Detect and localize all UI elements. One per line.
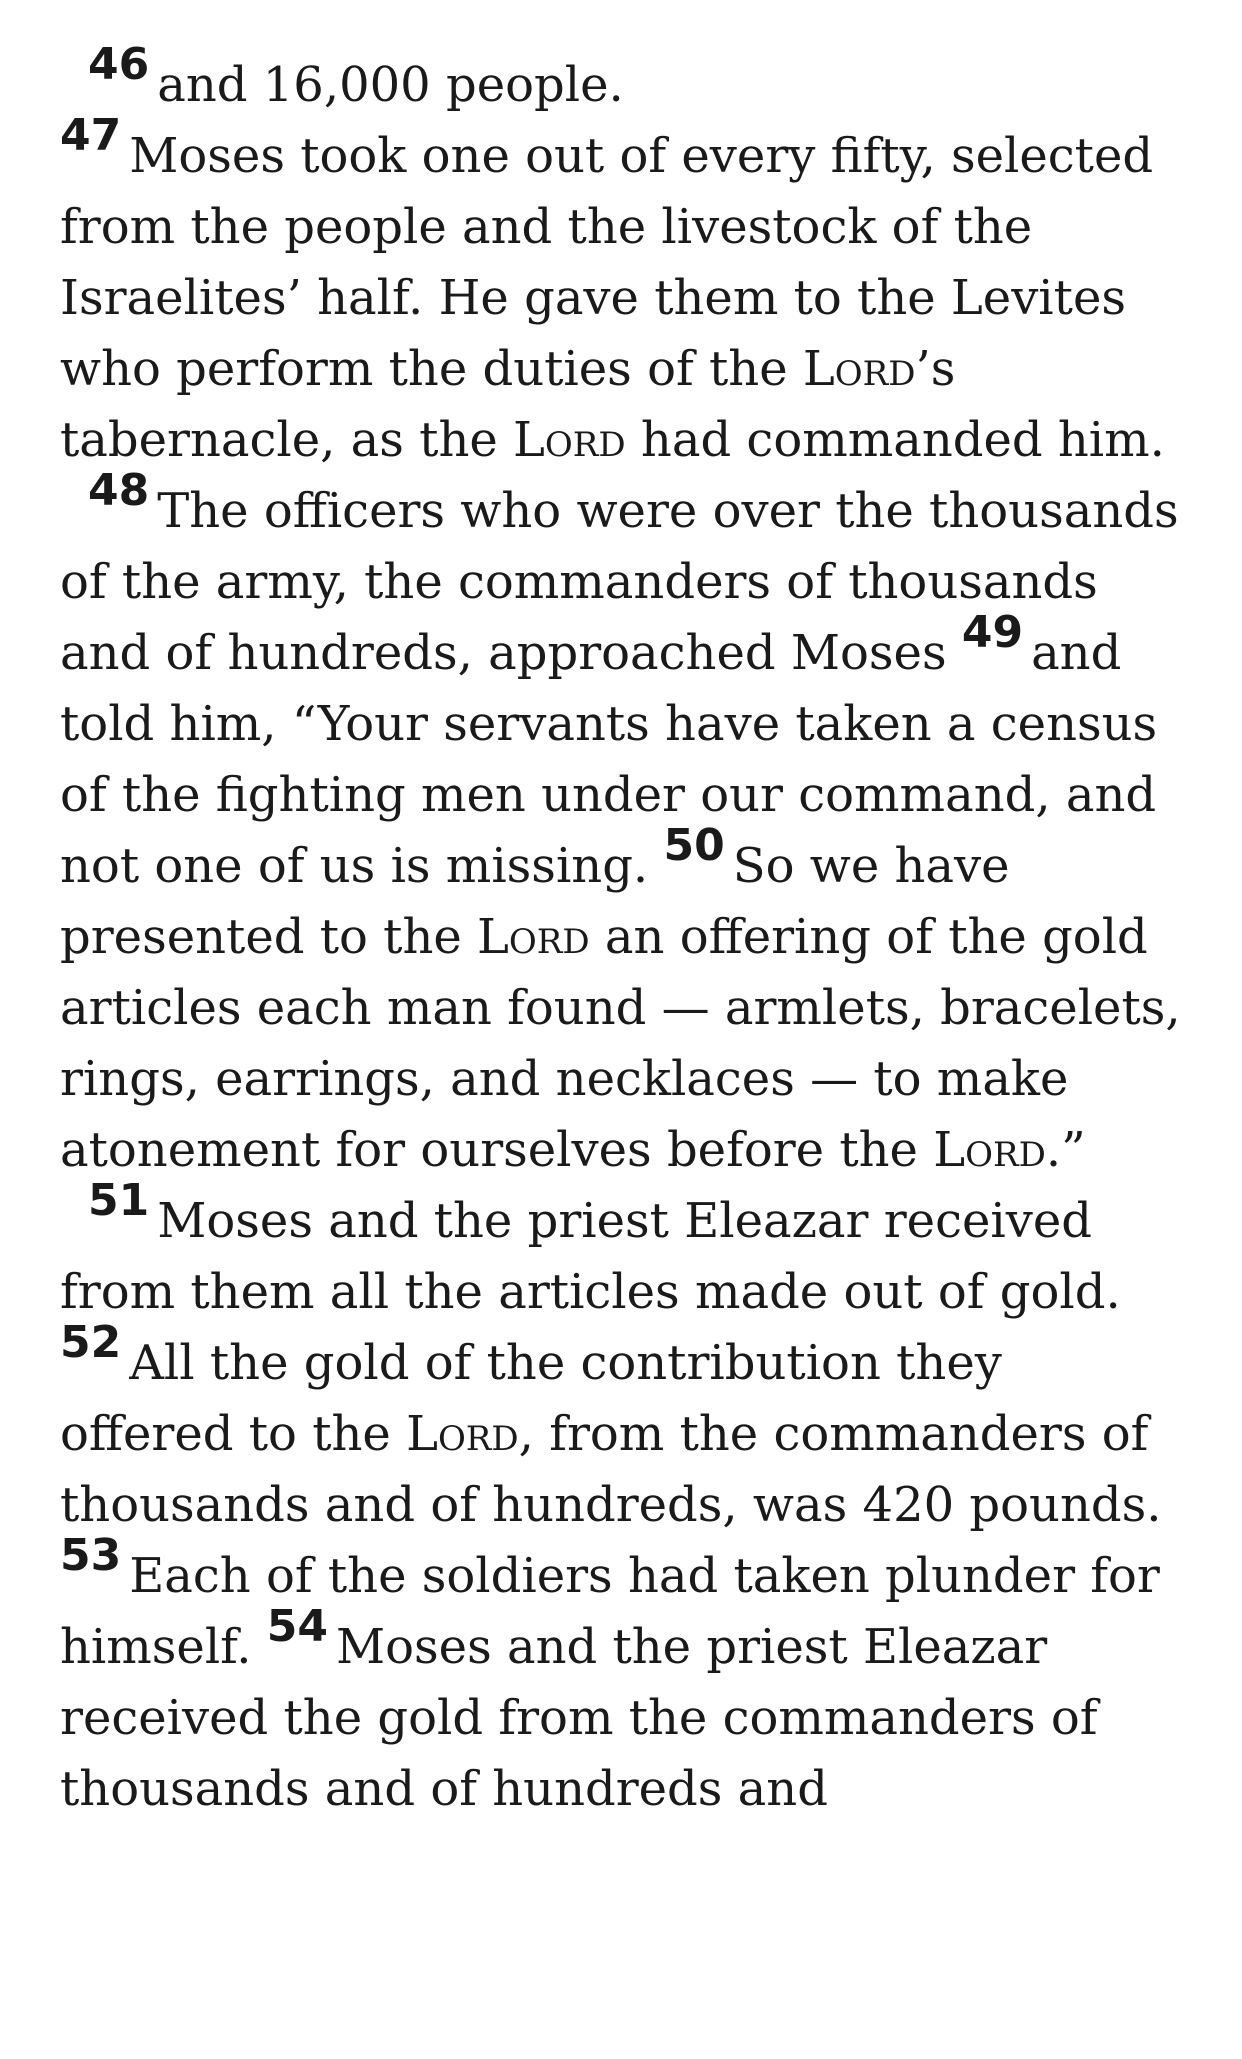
verse-text: had commanded him. — [625, 412, 1165, 468]
divine-name: Lord — [802, 341, 916, 397]
divine-name: Lord — [513, 412, 626, 468]
paragraph — [60, 1175, 1190, 1825]
verse-text: Moses took one out of every fifty, selected from the people and the livestock of the Israelites’ half. He gave them to the Levites who perform the duties of the — [60, 128, 1154, 397]
verse-text: Each of the soldiers had taken plunder for himself. — [60, 1548, 1160, 1675]
divine-name: Lord — [406, 1406, 519, 1462]
verse-text: Moses and the priest Eleazar received the gold from the commanders of thousands and of hundreds and — [60, 1619, 1098, 1817]
verse-number: 53 — [60, 1530, 122, 1581]
verse-text: ’s tabernacle, as the — [60, 341, 956, 468]
paragraph — [60, 39, 1190, 121]
paragraph — [60, 110, 1190, 476]
verse-number: 48 — [88, 465, 150, 516]
verse-text: The officers who were over the thousands of the army, the commanders of thousands and of hundreds, approached Moses — [60, 483, 1179, 681]
verse-number: 46 — [88, 39, 150, 90]
divine-name: Lord — [933, 1122, 1046, 1178]
verse-number: 52 — [60, 1317, 122, 1368]
verse-text: .” — [1045, 1122, 1086, 1178]
verse-number: 54 — [266, 1601, 328, 1652]
verse-number: 51 — [88, 1175, 150, 1226]
verse-text: Moses and the priest Eleazar received from them all the articles made out of gold. — [60, 1193, 1121, 1320]
verse-text: and told him, “Your servants have taken a census of the fighting men under our command, and not one of us is missing. — [60, 625, 1158, 894]
paragraph — [60, 465, 1190, 1186]
verse-text: So we have presented to the — [60, 838, 1010, 965]
divine-name: Lord — [477, 909, 590, 965]
scripture-passage — [60, 39, 1190, 1825]
verse-number: 50 — [663, 820, 725, 871]
verse-text: All the gold of the contribution they offered to the — [60, 1335, 1002, 1462]
verse-text: an offering of the gold articles each man found — armlets, bracelets, rings, earrings, and necklaces — to make atonement for ourselves before the — [60, 909, 1181, 1178]
verse-number: 49 — [961, 607, 1024, 658]
verse-text: and 16,000 people. — [157, 57, 624, 113]
verse-text: , from the commanders of thousands and of hundreds, was 420 pounds. — [60, 1406, 1162, 1533]
verse-number: 47 — [60, 110, 122, 161]
